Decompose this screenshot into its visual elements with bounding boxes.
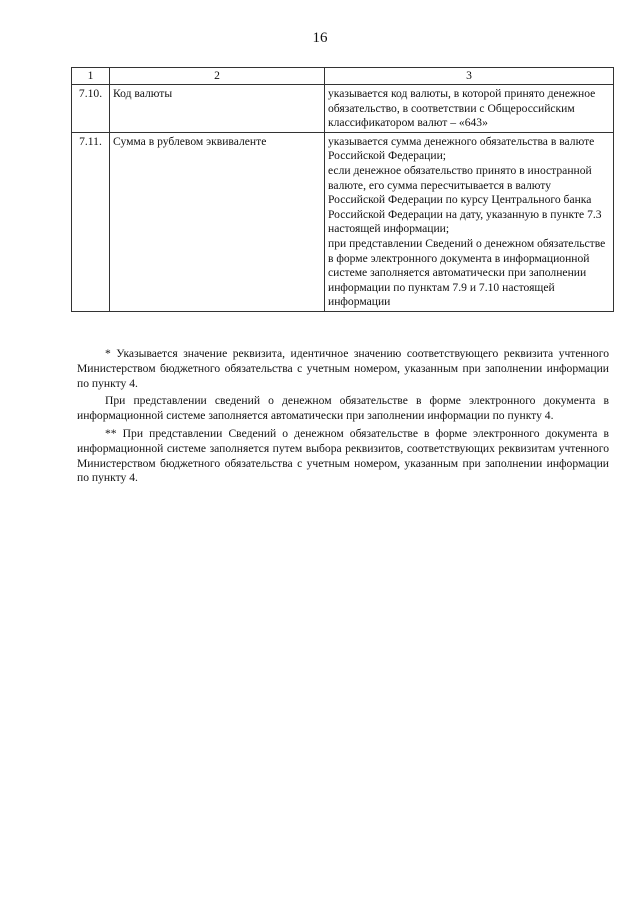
requisites-table [71, 67, 614, 312]
footnote-continuation: При представлении сведений о денежном обязательстве в форме электронного документа в информационной системе заполняется автоматически при заполнении информации по пункту 4. [77, 394, 609, 423]
row-number: 7.11. [72, 132, 110, 311]
footnote-double-asterisk: ** При представлении Сведений о денежном обязательстве в форме электронного документа в информационной системе заполняется путем выбора реквизитов, соответствующих реквизитам учтенного Министерством бюджетного обязательства с учетным номером, указанным при заполнении информации по пункту 4. [77, 426, 609, 485]
row-number: 7.10. [72, 85, 110, 133]
description-line: указывается сумма денежного обязательства в валюте Российской Федерации; [328, 134, 595, 163]
column-header-3: 3 [325, 68, 614, 85]
row-requisite-name: Код валюты [110, 85, 325, 133]
row-description [325, 132, 614, 311]
table-header-row [72, 68, 614, 85]
row-requisite-name: Сумма в рублевом эквиваленте [110, 132, 325, 311]
table-row [72, 85, 614, 133]
footnote-single-asterisk: * Указывается значение реквизита, идентичное значению соответствующего реквизита учтенного Министерством бюджетного обязательства с учетным номером, указанным при заполнении информации по пункту 4. [77, 347, 609, 390]
description-line: при представлении Сведений о денежном обязательстве в форме электронного документа в информационной системе заполняется автоматически при заполнении информации по пунктам 7.9 и 7.10 настоящей информации [328, 236, 606, 309]
row-description: указывается код валюты, в которой принято денежное обязательство, в соответствии с Общероссийским классификатором валют – «643» [325, 85, 614, 133]
page-number: 16 [312, 30, 328, 46]
column-header-2: 2 [110, 68, 325, 85]
footnotes [77, 347, 609, 489]
column-header-1: 1 [72, 68, 110, 85]
description-line: если денежное обязательство принято в иностранной валюте, его сумма пересчитывается в валюту Российской Федерации по курсу Центрального банка Российской Федерации на дату, указанную в пункте 7.3 настоящей информации; [328, 163, 602, 236]
table-row [72, 132, 614, 311]
